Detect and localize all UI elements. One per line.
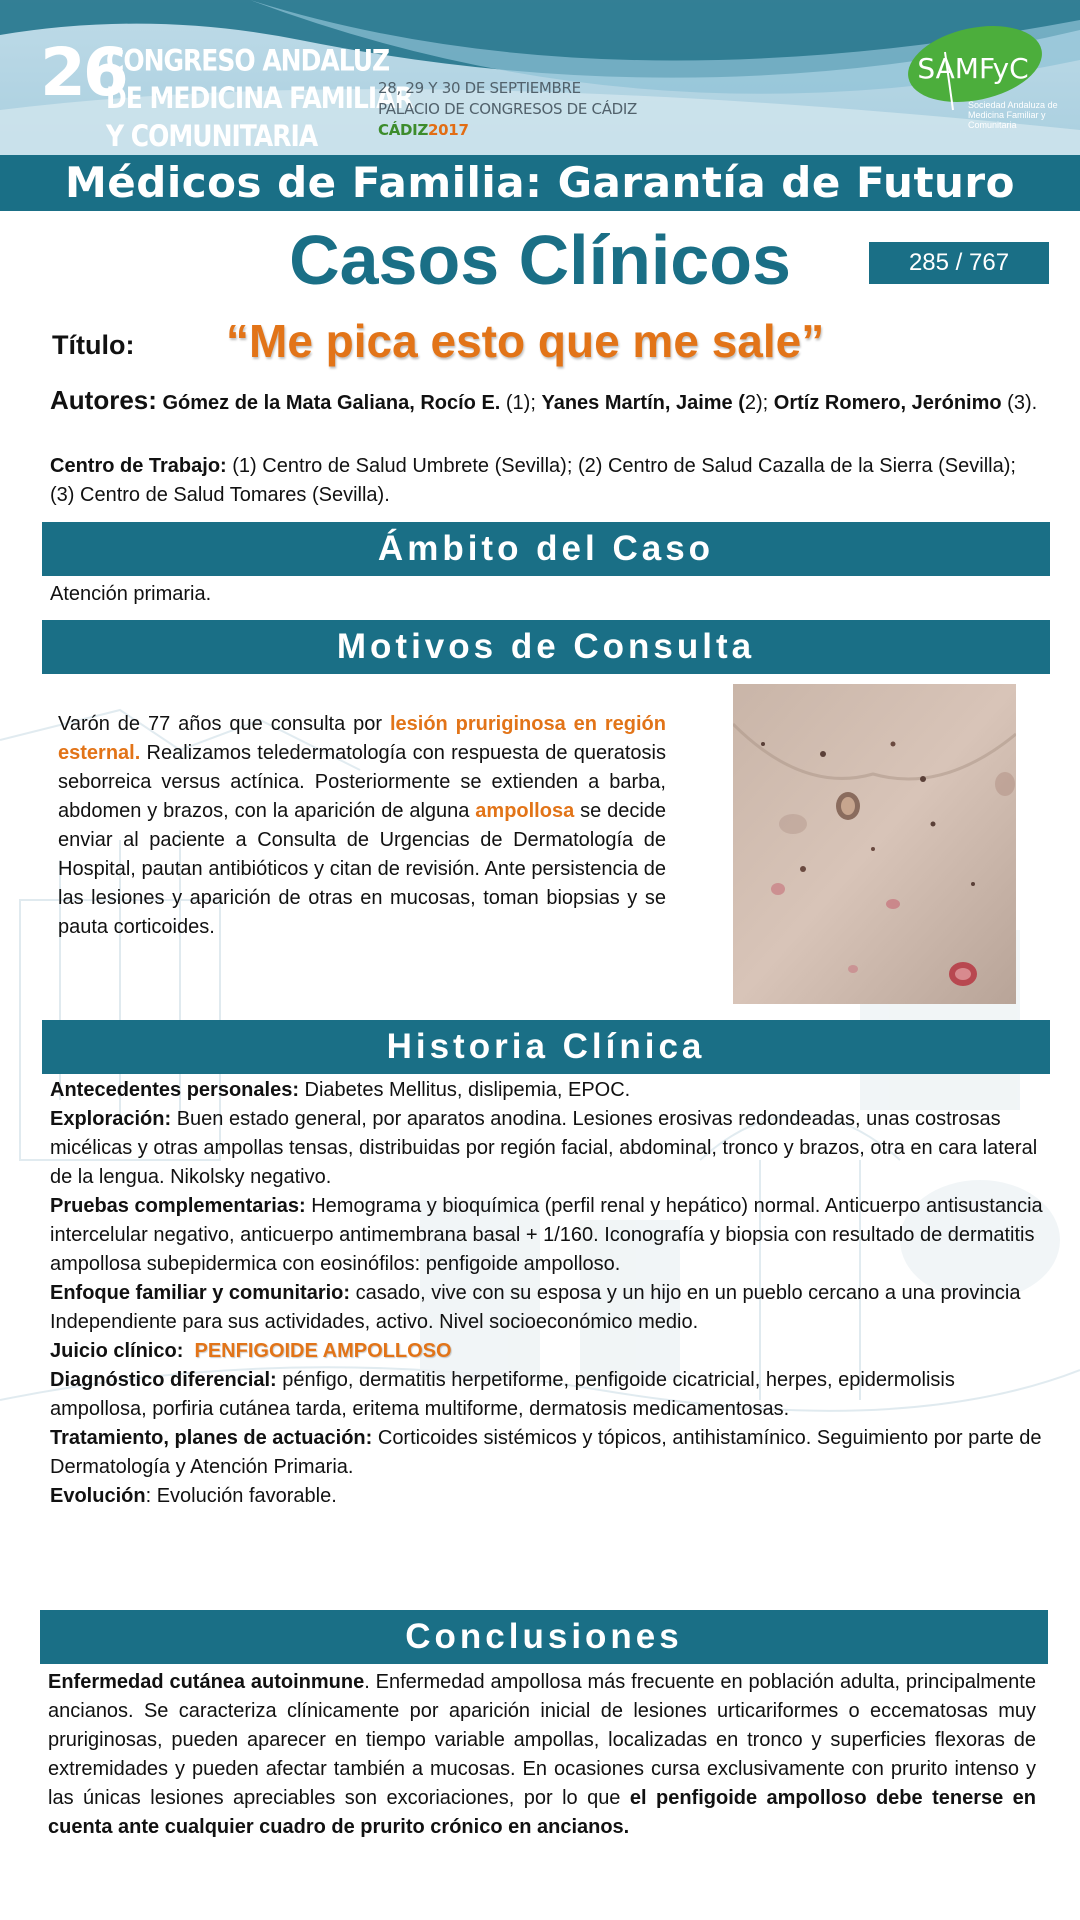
conclusion-fragment: . Enfermedad ampollosa más frecuente en población adulta, principalmente ancianos. Se caracteriza clínicamente por aparición inicial de lesiones urticariformes o eccematosas muy pruriginosas, pueden aparecer en tiempo variable ampollas, localizadas en tronco y superficies flexoras de extremidades y pueden afectar también a mucosas. En ocasiones cursa exclusivamente con prurito intenso y las únicas lesiones apreciables son excoriaciones, por lo que [48,1671,1036,1809]
dates-line: 28, 29 Y 30 DE SEPTIEMBRE [378,79,581,97]
work-centers-label: Centro de Trabajo: [50,455,227,477]
author-affiliation: (1); [500,392,542,414]
historia-diferencial [50,1366,1050,1424]
author-affiliation: 2); [744,392,774,414]
city-name: CÁDIZ [378,121,429,139]
field-value: : Evolución favorable. [145,1485,337,1507]
historia-enfoque [50,1279,1050,1337]
section-header-conclusiones: Conclusiones [40,1610,1048,1664]
section-header-ambito: Ámbito del Caso [42,522,1050,576]
page-title: Casos Clínicos [289,221,791,299]
congress-dates [378,78,637,141]
venue-line: PALACIO DE CONGRESOS DE CÁDIZ [378,100,638,118]
clinical-photo-chest-lesions [733,684,1016,1004]
work-centers [50,452,1045,510]
titulo-label: Título: [52,330,135,360]
city-year [378,120,637,141]
section-header-motivos: Motivos de Consulta [42,620,1050,674]
field-value: Corticoides sistémicos y tópicos, antihistamínico. Seguimiento por parte de Dermatología y Atención Primaria. [50,1427,1042,1478]
congress-year: 2017 [428,121,469,139]
authors-label: Autores: [50,385,157,415]
field-value: pénfigo, dermatitis herpetiforme, penfigoide cicatricial, herpes, epidermolisis ampollosa, porfiria cutánea tarda, eritema multiforme, dermatosis medicamentosas. [50,1369,955,1420]
congress-name-line: DE MEDICINA FAMILIAR [106,80,413,116]
field-value: casado, vive con su esposa y un hijo en un pueblo cercano a una provincia Independiente para sus actividades, activo. Nivel socioeconómico medio. [50,1282,1021,1333]
field-label: Juicio clínico: [50,1340,184,1362]
field-label: Diagnóstico diferencial: [50,1369,277,1391]
historia-tratamiento [50,1424,1050,1482]
author-name: Ortíz Romero, Jerónimo [773,392,1002,414]
field-value: Hemograma y bioquímica (perfil renal y hepático) normal. Anticuerpo antisustancia intercelular negativo, anticuerpo antimembrana basal + 1/160. Iconografía y biopsia con resultado de dermatitis ampollosa subepidermica con eosinófilos: penfigoide ampolloso. [50,1195,1043,1275]
ambito-text: Atención primaria. [50,583,212,605]
case-title: “Me pica esto que me sale” [226,315,825,367]
congress-name [106,42,413,155]
congress-name-line: CONGRESO ANDALUZ [106,43,390,78]
field-value: Diabetes Mellitus, dislipemia, EPOC. [298,1079,631,1101]
motivos-fragment: Varón de 77 años que consulta por [58,713,390,735]
samfyc-logo [905,22,1045,112]
conclusion-bold: el penfigoide ampolloso debe tenerse en cuenta ante cualquier cuadro de prurito crónico en ancianos. [48,1787,1037,1838]
logo-subtitle: Sociedad Andaluza de Medicina Familiar y Comunitaria [968,100,1058,130]
historia-clinica [50,1076,1050,1511]
congress-number: 26 [40,34,126,111]
authors [50,386,1040,418]
historia-juicio [50,1337,1050,1366]
field-label: Enfoque familiar y comunitario: [50,1282,351,1304]
historia-exploracion [50,1105,1050,1192]
congress-name-line: Y COMUNITARIA [106,118,318,153]
author-name: Yanes Martín, Jaime ( [541,392,745,414]
author-affiliation: (3). [1001,392,1038,414]
field-label: Pruebas complementarias: [50,1195,306,1217]
motivos-highlight: ampollosa [475,800,575,822]
motivos-text [58,710,666,942]
conclusion-bold: Enfermedad cutánea autoinmune [48,1671,365,1693]
field-label: Evolución [50,1485,146,1507]
field-value: Buen estado general, por aparatos anodina. Lesiones erosivas redondeadas, unas costrosas micélicas y otras ampollas tensas, distribuidas por región facial, abdominal, tronco y brazos, otra en cara lateral de la lengua. Nikolsky negativo. [50,1108,1038,1188]
historia-antecedentes [50,1076,1050,1105]
section-header-historia: Historia Clínica [42,1020,1050,1074]
motivos-fragment: Realizamos teledermatología con respuesta de queratosis seborreica versus actínica. Posteriormente se extienden a barba, abdomen y brazos, con la aparición de alguna [58,742,666,822]
field-label: Antecedentes personales: [50,1079,299,1101]
motivos-fragment: se decide enviar al paciente a Consulta de Urgencias de Dermatología de Hospital, pautan antibióticos y citan de revisión. Ante persistencia de las lesiones y aparición de otras en mucosas, toman biopsias y se pauta corticoides. [58,800,667,938]
field-label: Exploración: [50,1108,172,1130]
diagnosis-highlight: PENFIGOIDE AMPOLLOSO [194,1340,452,1362]
motivos-highlight: lesión pruriginosa en región esternal. [58,713,666,764]
work-centers-text: (1) Centro de Salud Umbrete (Sevilla); (2) Centro de Salud Cazalla de la Sierra (Sevilla); (3) Centro de Salud Tomares (Sevilla). [50,455,1016,506]
author-name: Gómez de la Mata Galiana, Rocío E. [162,392,501,414]
congress-slogan: Médicos de Familia: Garantía de Futuro [0,155,1080,211]
page-count-badge: 285 / 767 [869,242,1049,284]
historia-pruebas [50,1192,1050,1279]
historia-evolucion [50,1482,1050,1511]
field-label: Tratamiento, planes de actuación: [50,1427,373,1449]
conclusiones-text [48,1668,1036,1842]
congress-header [0,0,1080,155]
logo-text: SAMFyC [917,52,1029,85]
